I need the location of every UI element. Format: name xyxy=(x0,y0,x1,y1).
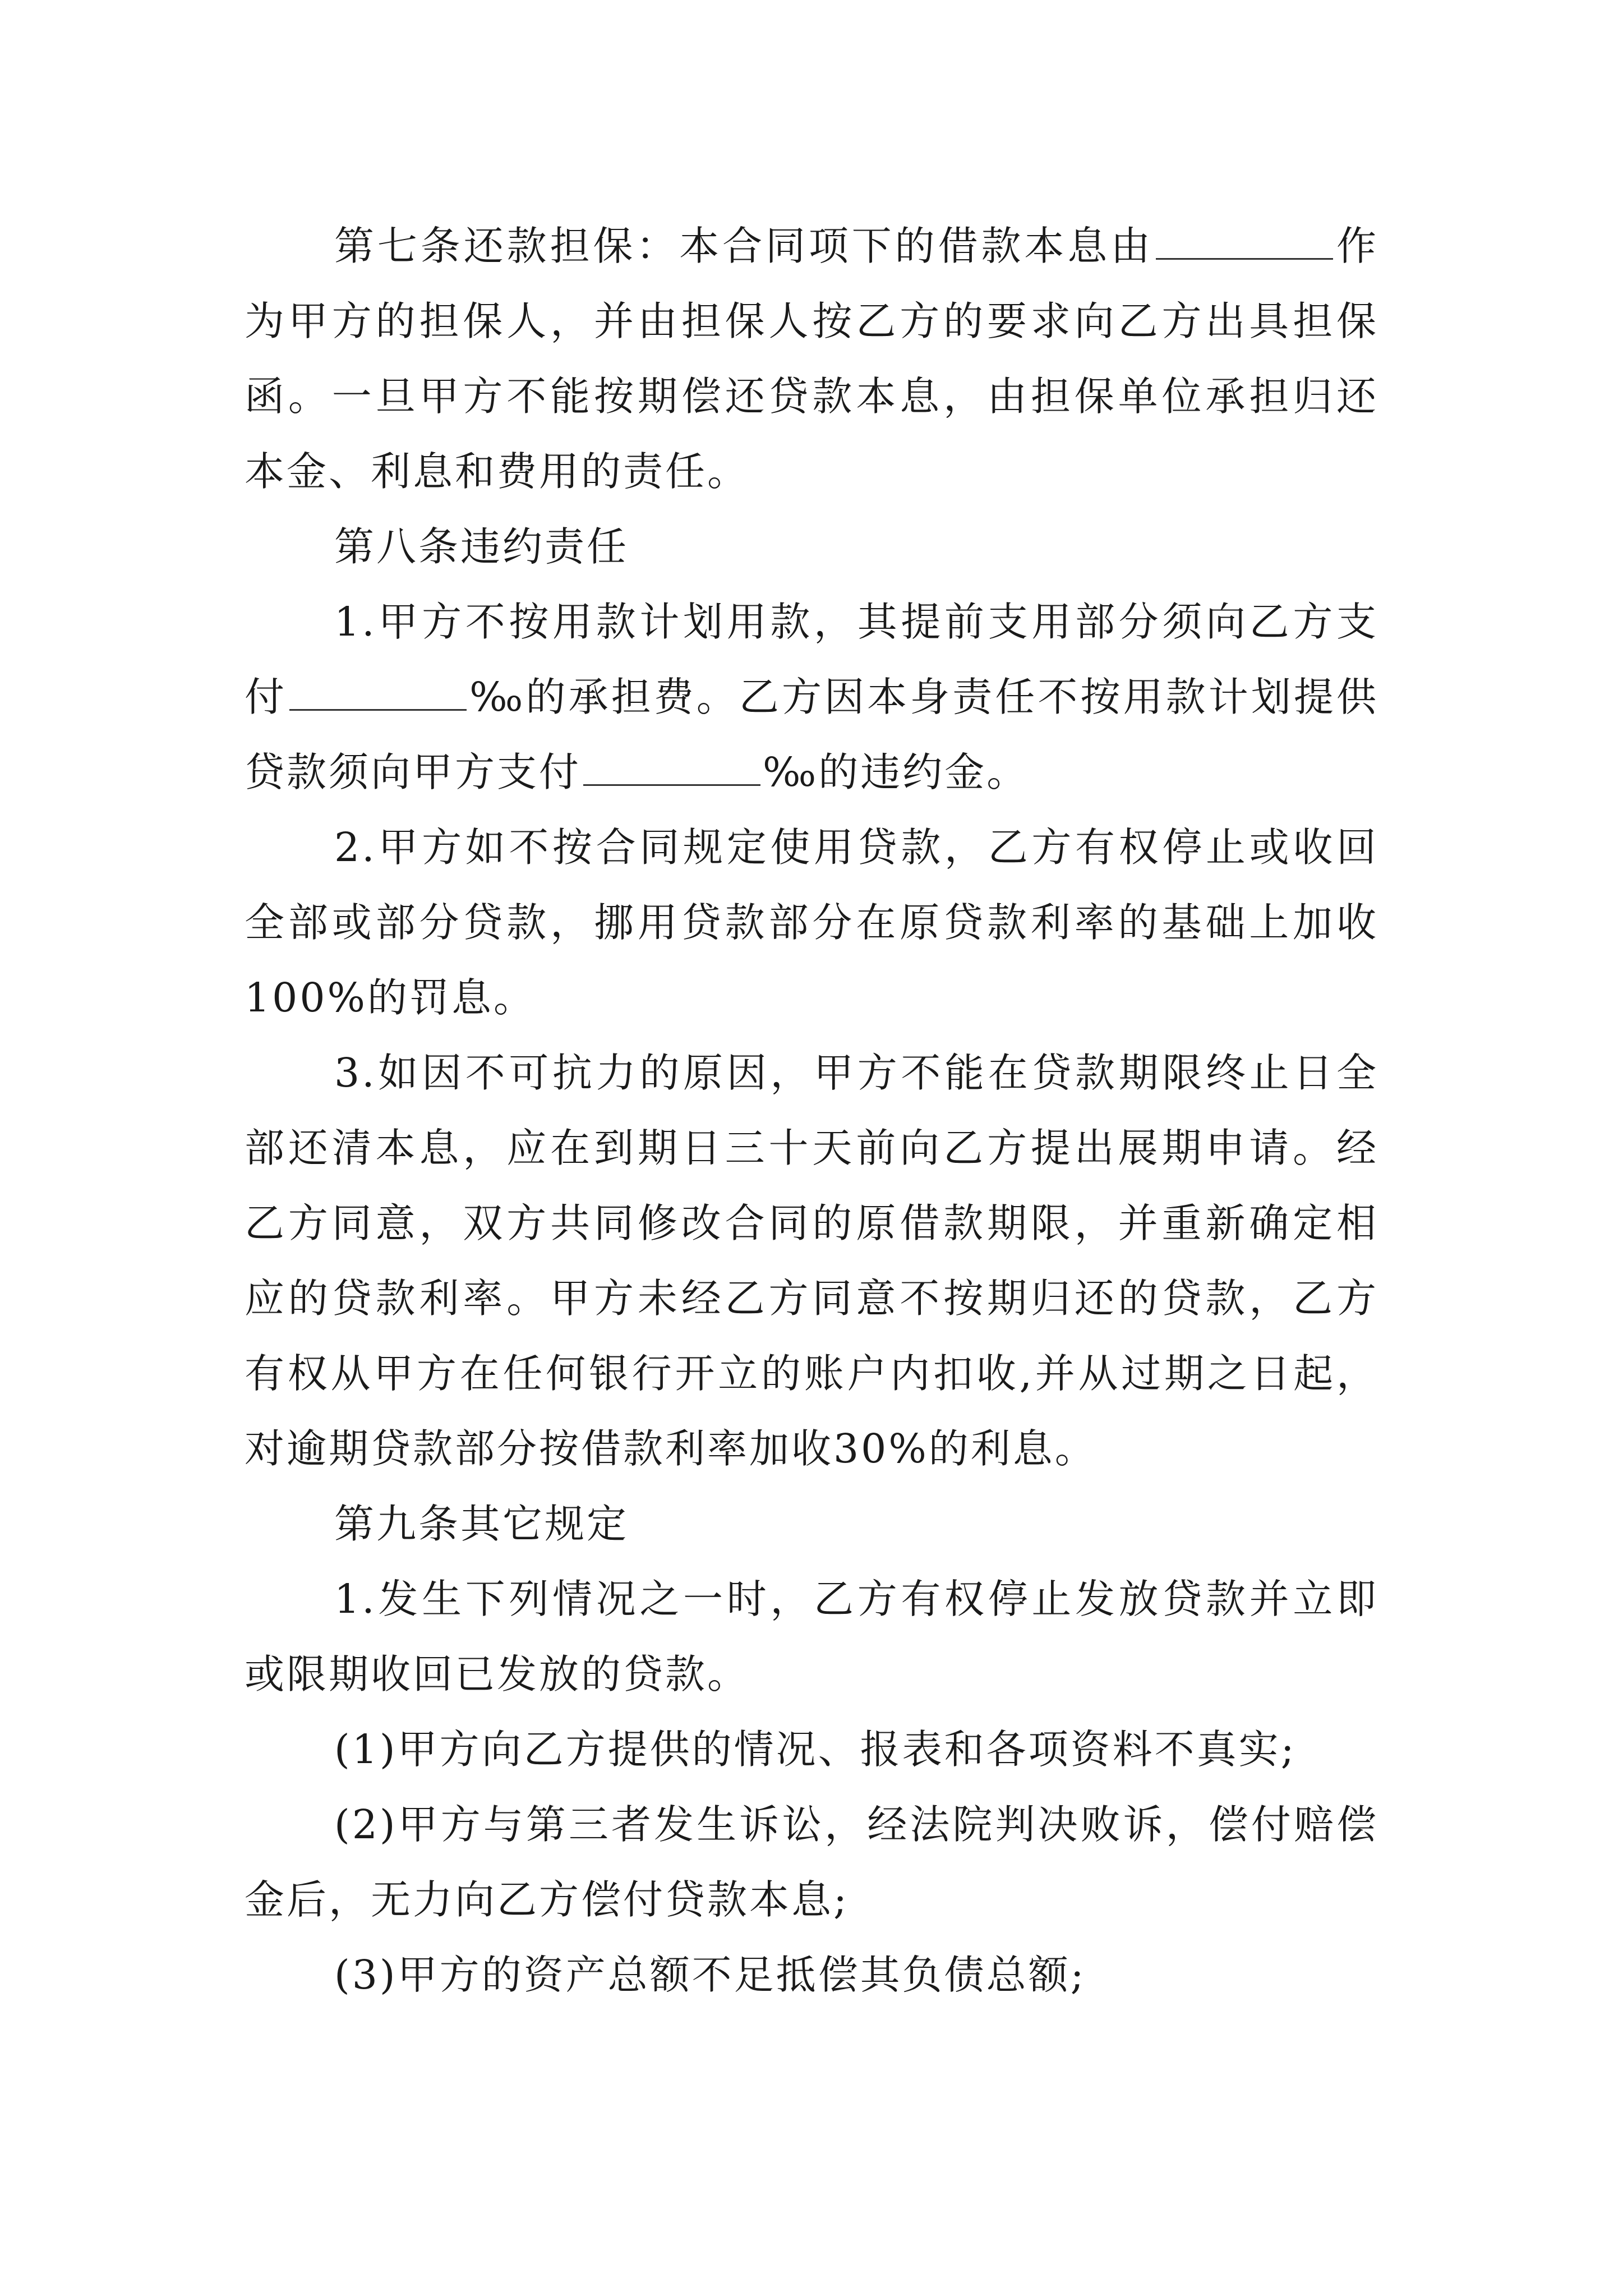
article-8-clause-2: 2.甲方如不按合同规定使用贷款，乙方有权停止或收回全部或部分贷款，挪用贷款部分在原贷款利率的基础上加收100%的罚息。 xyxy=(245,824,1378,1021)
article-7-text-before: 第七条还款担保：本合同项下的借款本息由 xyxy=(334,223,1154,269)
article-9-clause-1: 1.发生下列情况之一时，乙方有权停止发放贷款并立即或限期收回已发放的贷款。 xyxy=(245,1576,1378,1697)
article-9-item-2: (2)甲方与第三者发生诉讼，经法院判决败诉，偿付赔偿金后，无力向乙方偿付贷款本息; xyxy=(245,1801,1378,1923)
clause-1-part-1: 1.甲方不按用款计划用款，其提前支用部分须向乙方支付 xyxy=(245,599,1378,720)
guarantor-blank xyxy=(1156,219,1333,260)
article-9-title: 第九条其它规定 xyxy=(334,1501,629,1547)
article-9-item-3: (3)甲方的资产总额不足抵偿其负债总额; xyxy=(334,1952,1086,1998)
clause-1-part-3: ‰的违约金。 xyxy=(763,749,1029,795)
penalty-rate-blank xyxy=(583,745,760,786)
article-7-text-after: 作为甲方的担保人，并由担保人按乙方的要求向乙方出具担保函。一旦甲方不能按期偿还贷款本息，由担保单位承担归还本金、利息和费用的责任。 xyxy=(245,223,1378,495)
article-8-clause-3: 3.如因不可抗力的原因，甲方不能在贷款期限终止日全部还清本息，应在到期日三十天前向乙方提出展期申请。经乙方同意，双方共同修改合同的原借款期限，并重新确定相应的贷款利率。甲方未经乙方同意不按期归还的贷款，乙方有权从甲方在任何银行开立的账户内扣收,并从过期之日起，对逾期贷款部分按借款利率加收30%的利息。 xyxy=(245,1050,1378,1472)
article-8-clause-1 xyxy=(245,585,1378,810)
commitment-fee-blank xyxy=(289,670,467,711)
article-7-guarantee xyxy=(245,209,1378,509)
document-body xyxy=(245,209,1378,2013)
article-8-title: 第八条违约责任 xyxy=(334,523,629,570)
article-9-item-1: (1)甲方向乙方提供的情况、报表和各项资料不真实; xyxy=(334,1726,1297,1773)
clause-1-part-2: ‰的承担费。乙方因本身责任不按用款计划提供贷款须向甲方支付 xyxy=(245,674,1378,795)
